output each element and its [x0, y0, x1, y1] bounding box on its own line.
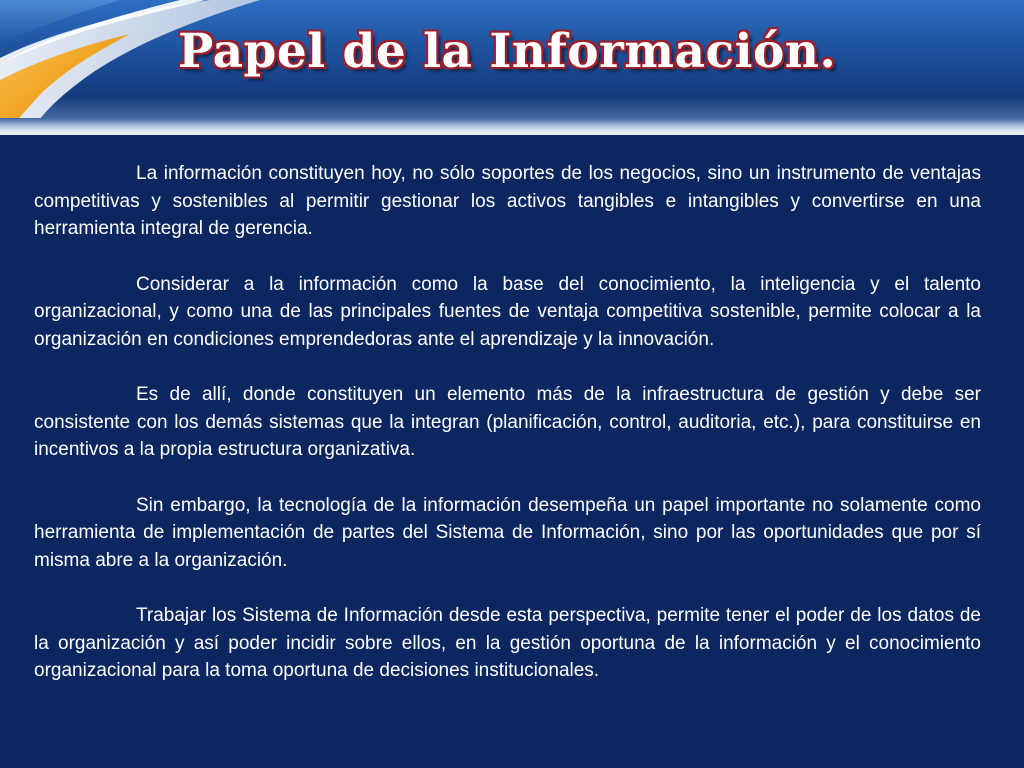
slide-header-banner: [0, 0, 1024, 135]
paragraph-3: Es de allí, donde constituyen un elemento más de la infraestructura de gestión y debe ser consistente con los demás sistemas que la integran (planificación, control, auditoria, etc.), para constituirse en incentivos a la propia estructura organizativa.: [34, 384, 981, 460]
paragraph-5: Trabajar los Sistema de Información desde esta perspectiva, permite tener el poder de los datos de la organización y así poder incidir sobre ellos, en la gestión oportuna de la información y el conocimiento organizacional para la toma oportuna de decisiones institucionales.: [34, 605, 981, 681]
header-bottom-highlight: [0, 118, 1024, 135]
paragraph-1: La información constituyen hoy, no sólo soportes de los negocios, sino un instrumento de ventajas competitivas y sostenibles al permitir gestionar los activos tangibles e intangibles y convertirse en una herramienta integral de gerencia.: [34, 163, 981, 239]
paragraph-2: Considerar a la información como la base del conocimiento, la inteligencia y el talento organizacional, y como una de las principales fuentes de ventaja competitiva sostenible, permite colocar a la organización en condiciones emprendedoras ante el aprendizaje y la innovación.: [34, 273, 981, 350]
slide-title: Papel de la Información.: [178, 24, 837, 79]
slide-body: [34, 160, 981, 760]
paragraph-4: Sin embargo, la tecnología de la información desempeña un papel importante no solamente como herramienta de implementación de partes del Sistema de Información, sino por las oportunidades que por sí misma abre a la organización.: [34, 494, 981, 571]
